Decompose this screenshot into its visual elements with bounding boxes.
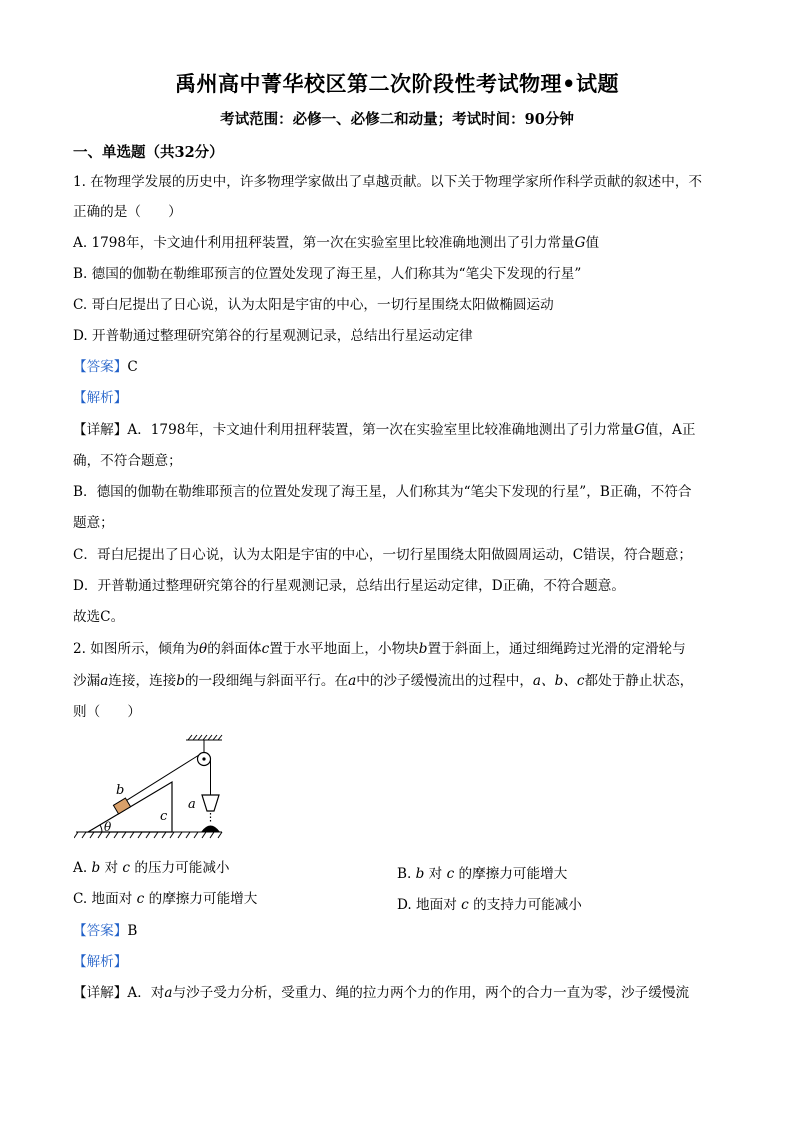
q1-option-c: C. 哥白尼提出了日心说，认为太阳是宇宙的中心，一切行星围绕太阳做椭圆运动 <box>73 297 554 313</box>
q2-opt-d-post: 的支持力可能减小 <box>473 897 582 913</box>
sand-funnel-a <box>202 795 219 811</box>
ground <box>74 832 222 838</box>
q2-opt-d-c: c <box>461 897 469 913</box>
label-theta: θ <box>104 820 112 834</box>
q2-detail1-a: a <box>164 985 173 1001</box>
q2-opt-a-pre: A. <box>73 860 88 876</box>
q2-answer-tag: 【答案】 <box>73 923 128 939</box>
q1-detail-line2: 确，不符合题意； <box>73 453 182 469</box>
q2-s1-c: c <box>261 641 270 657</box>
q2-opt-a-b: b <box>91 860 101 876</box>
q1-detail1a: A．1798年，卡文迪什利用扭秤装置，第一次在实验室里比较准确地测出了引力常量 <box>127 422 634 438</box>
label-b: b <box>116 783 125 798</box>
q1-answer-value: C <box>127 359 138 375</box>
q2-stem-line1 <box>73 643 686 657</box>
ceiling-support <box>186 735 222 752</box>
q2-s2c: 的一段细绳与斜面平行。在 <box>184 673 349 689</box>
q1-conclusion: 故选C。 <box>73 609 125 625</box>
q1-analysis-tag: 【解析】 <box>73 390 128 406</box>
q2-s1b: 的斜面体 <box>207 641 262 657</box>
q1-answer <box>73 361 138 375</box>
q2-opt-b-post: 的摩擦力可能增大 <box>458 866 568 882</box>
q2-detail-tag: 【详解】 <box>73 985 128 1001</box>
section-title: 一、单选题（共32分） <box>73 144 224 161</box>
q1-option-a-var: G <box>574 235 586 251</box>
q2-answer-value: B <box>127 923 138 939</box>
label-a: a <box>188 797 196 812</box>
q1-detail-tag: 【详解】 <box>73 422 128 438</box>
q1-analysis <box>73 392 127 406</box>
q2-opt-c-c: c <box>136 891 145 907</box>
q2-s2d: 中的沙子缓慢流出的过程中， <box>356 673 533 689</box>
q2-s1d: 置于斜面上，通过细绳跨过光滑的定滑轮与 <box>427 641 686 657</box>
q1-detail1-var: G <box>633 422 645 438</box>
q1-detail1b: 值，A正 <box>644 422 696 438</box>
q2-analysis <box>73 956 127 970</box>
q1-answer-tag: 【答案】 <box>73 359 128 375</box>
q1-option-a <box>73 237 599 251</box>
q2-detail-line1 <box>73 987 689 1001</box>
q2-opt-b-b: b <box>415 866 425 882</box>
q1-detail-line1 <box>73 424 695 438</box>
q2-answer <box>73 925 137 939</box>
sand-pile <box>201 826 220 833</box>
q2-opt-c-pre: C. 地面对 <box>73 891 133 907</box>
q2-s2-a2: a <box>348 673 357 689</box>
q1-detail-line3: B．德国的伽勒在勒维耶预言的位置处发现了海王星，人们称其为“笔尖下发现的行星”，B正确，不符合 <box>73 484 692 500</box>
label-c: c <box>160 809 168 824</box>
q1-detail-line5: C．哥白尼提出了日心说，认为太阳是宇宙的中心，一切行星围绕太阳做圆周运动，C错误，符合题意； <box>73 547 692 563</box>
q2-s1-theta: θ <box>199 641 208 657</box>
q2-s1-b: b <box>418 641 428 657</box>
q2-s2e: 都处于静止状态， <box>584 673 694 689</box>
q2-stem-line3: 则（ ） <box>73 704 141 720</box>
q2-analysis-tag: 【解析】 <box>73 954 128 970</box>
q2-option-a <box>73 862 230 876</box>
q2-s1a: 2. 如图所示，倾角为 <box>73 641 200 657</box>
q2-opt-a-post: 的压力可能减小 <box>134 860 230 876</box>
q2-opt-b-c: c <box>446 866 455 882</box>
q1-stem-line2: 正确的是（ ） <box>73 204 182 220</box>
q1-stem-line1: 1. 在物理学发展的历史中，许多物理学家做出了卓越贡献。以下关于物理学家所作科学贡献的叙述中，不 <box>73 174 703 190</box>
q2-s2b: 连接，连接 <box>108 673 177 689</box>
q2-s2-a: a <box>100 673 109 689</box>
q1-option-a-text: A. 1798年，卡文迪什利用扭秤装置，第一次在实验室里比较准确地测出了引力常量 <box>73 235 575 251</box>
q2-stem-line2 <box>73 675 693 689</box>
q2-opt-b-pre: B. <box>397 866 412 882</box>
q2-opt-a-c: c <box>122 860 131 876</box>
q2-s2-abc: a、b、c <box>532 673 585 689</box>
q1-option-b: B. 德国的伽勒在勒维耶预言的位置处发现了海王星，人们称其为“笔尖下发现的行星” <box>73 266 582 282</box>
q2-s2-b: b <box>176 673 185 689</box>
q2-figure <box>74 728 224 846</box>
q1-option-d: D. 开普勒通过整理研究第谷的行星观测记录，总结出行星运动定律 <box>73 328 473 344</box>
q2-s2a: 沙漏 <box>73 673 101 689</box>
q2-s1c: 置于水平地面上，小物块 <box>269 641 419 657</box>
q1-detail-line4: 题意； <box>73 515 114 531</box>
q2-opt-b-mid: 对 <box>428 866 443 882</box>
q1-option-a-tail: 值 <box>585 235 600 251</box>
q2-option-d <box>397 893 582 913</box>
q2-opt-d-pre: D. 地面对 <box>397 897 457 913</box>
page-subtitle: 考试范围：必修一、必修二和动量；考试时间：90分钟 <box>220 111 574 128</box>
pulley <box>198 753 211 766</box>
q2-detail1a: A．对 <box>127 985 165 1001</box>
q2-opt-a-mid: 对 <box>104 860 119 876</box>
q2-opt-c-post: 的摩擦力可能增大 <box>148 891 258 907</box>
page-title: 禹州高中菁华校区第二次阶段性考试物理•试题 <box>175 71 619 96</box>
q2-option-c <box>73 893 257 907</box>
q1-detail-line6: D．开普勒通过整理研究第谷的行星观测记录，总结出行星运动定律，D正确，不符合题意。 <box>73 578 625 594</box>
q2-option-b <box>397 862 567 882</box>
q2-detail1b: 与沙子受力分析，受重力、绳的拉力两个力的作用，两个的合力一直为零，沙子缓慢流 <box>172 985 690 1001</box>
